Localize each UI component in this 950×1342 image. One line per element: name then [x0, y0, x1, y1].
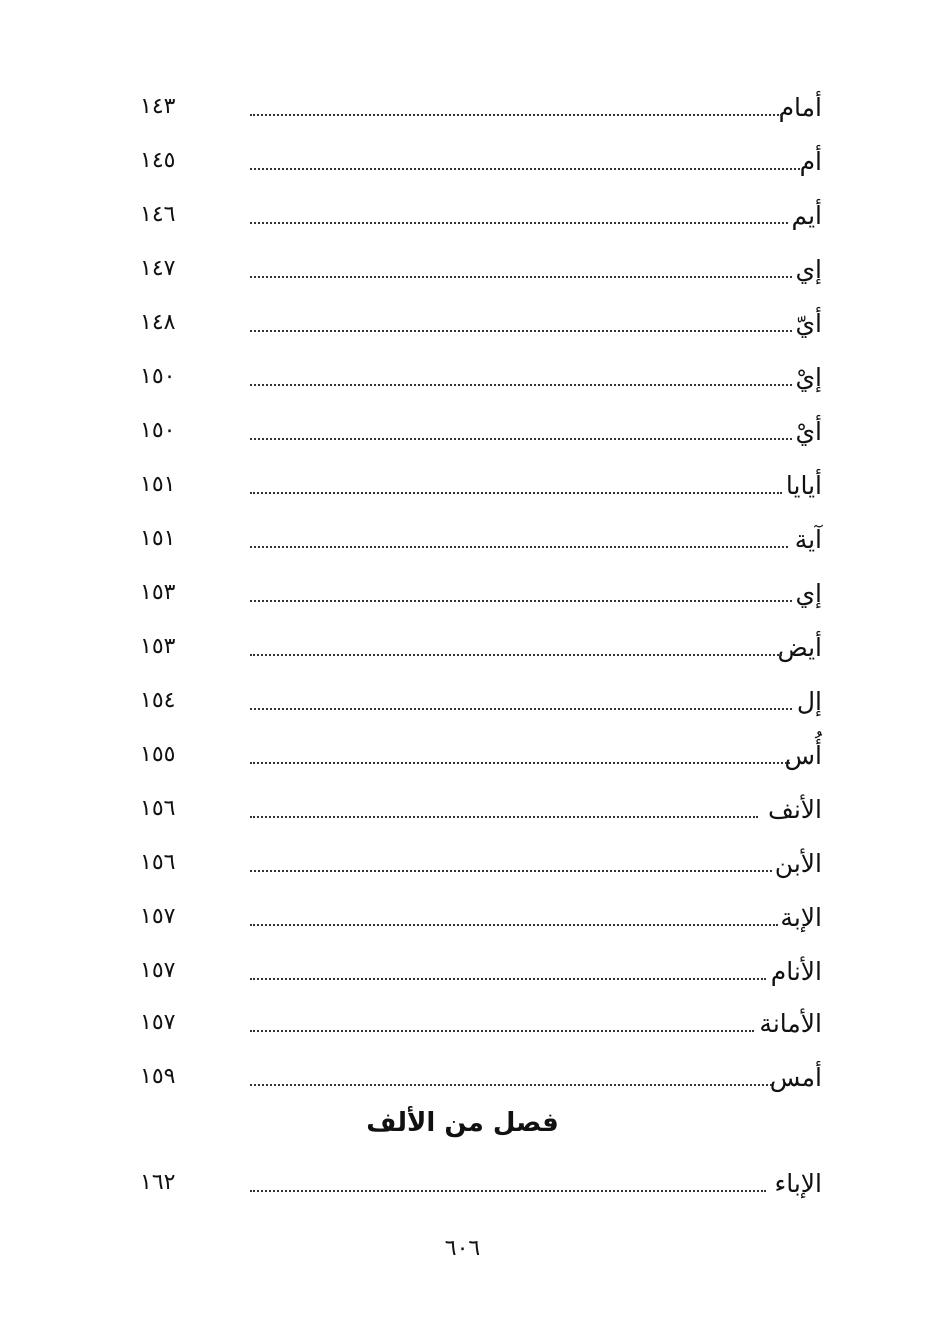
entry-page-number: ١٥١	[140, 472, 176, 497]
entry-page-number: ١٤٦	[140, 202, 176, 227]
leader-dots	[250, 168, 800, 170]
index-entry	[140, 194, 822, 234]
index-entry	[140, 842, 822, 882]
index-entry	[140, 1002, 822, 1042]
page-number: ٦٠٦	[444, 1236, 481, 1261]
leader-dots	[250, 438, 792, 440]
leader-dots	[250, 1190, 766, 1192]
entry-page-number: ١٤٥	[140, 148, 176, 173]
leader-dots	[250, 546, 788, 548]
leader-dots	[250, 924, 778, 926]
index-entry	[140, 86, 822, 126]
leader-dots	[250, 492, 782, 494]
index-entry	[140, 680, 822, 720]
entry-term: أُس	[784, 741, 822, 770]
entry-term: إي	[795, 579, 822, 608]
entry-page-number: ١٥٦	[140, 796, 176, 821]
entry-term: أيّ	[795, 309, 822, 338]
leader-dots	[250, 654, 782, 656]
entry-term: الأنف	[767, 795, 822, 824]
index-entry	[140, 572, 822, 612]
entry-term: الأمانة	[759, 1009, 822, 1038]
leader-dots	[250, 276, 792, 278]
leader-dots	[250, 978, 766, 980]
entry-term: آية	[794, 525, 822, 554]
leader-dots	[250, 384, 792, 386]
entry-term: أم	[799, 147, 822, 176]
index-entry	[140, 1056, 822, 1096]
entry-page-number: ١٥٣	[140, 634, 176, 659]
leader-dots	[250, 708, 792, 710]
leader-dots	[250, 600, 792, 602]
entry-term: الإباء	[774, 1169, 822, 1198]
entry-term: إي	[795, 255, 822, 284]
entry-page-number: ١٤٣	[140, 94, 176, 119]
entry-term: الإبة	[780, 903, 822, 932]
entry-page-number: ١٥٦	[140, 850, 176, 875]
entry-page-number: ١٤٨	[140, 310, 176, 335]
index-entry	[140, 734, 822, 774]
entry-page-number: ١٥١	[140, 526, 176, 551]
entry-page-number: ١٥٧	[140, 1010, 176, 1035]
leader-dots	[250, 222, 788, 224]
index-entry	[140, 302, 822, 342]
entry-page-number: ١٥٤	[140, 688, 176, 713]
entry-term: أيْ	[795, 417, 822, 446]
entry-page-number: ١٥٥	[140, 742, 176, 767]
section-heading: فصل من الألف	[366, 1108, 559, 1138]
entry-term: الأبن	[774, 849, 822, 878]
leader-dots	[250, 762, 790, 764]
index-entry	[140, 788, 822, 828]
index-entry	[140, 464, 822, 504]
index-entry	[140, 248, 822, 288]
entry-page-number: ١٥٧	[140, 958, 176, 983]
entry-term: إيْ	[795, 363, 822, 392]
entry-term: أمس	[769, 1063, 822, 1092]
entry-page-number: ١٥٩	[140, 1064, 176, 1089]
index-entry	[140, 626, 822, 666]
entry-term: الأنام	[770, 957, 822, 986]
leader-dots	[250, 816, 758, 818]
entry-page-number: ١٥٧	[140, 904, 176, 929]
leader-dots	[250, 114, 782, 116]
index-entry	[140, 1162, 822, 1202]
index-entry	[140, 896, 822, 936]
leader-dots	[250, 1084, 772, 1086]
entry-term: أيايا	[785, 471, 822, 500]
leader-dots	[250, 870, 772, 872]
entry-page-number: ١٦٢	[140, 1170, 176, 1195]
leader-dots	[250, 330, 792, 332]
entry-page-number: ١٥٠	[140, 418, 176, 443]
index-entry	[140, 140, 822, 180]
entry-term: أمام	[778, 93, 822, 122]
entry-term: إل	[796, 687, 822, 716]
entry-term: أيض	[777, 633, 822, 662]
index-entry	[140, 950, 822, 990]
index-entry	[140, 410, 822, 450]
index-entry	[140, 518, 822, 558]
entry-page-number: ١٥٠	[140, 364, 176, 389]
entry-page-number: ١٥٣	[140, 580, 176, 605]
entry-term: أيم	[791, 201, 822, 230]
index-entry	[140, 356, 822, 396]
entry-page-number: ١٤٧	[140, 256, 176, 281]
leader-dots	[250, 1030, 754, 1032]
